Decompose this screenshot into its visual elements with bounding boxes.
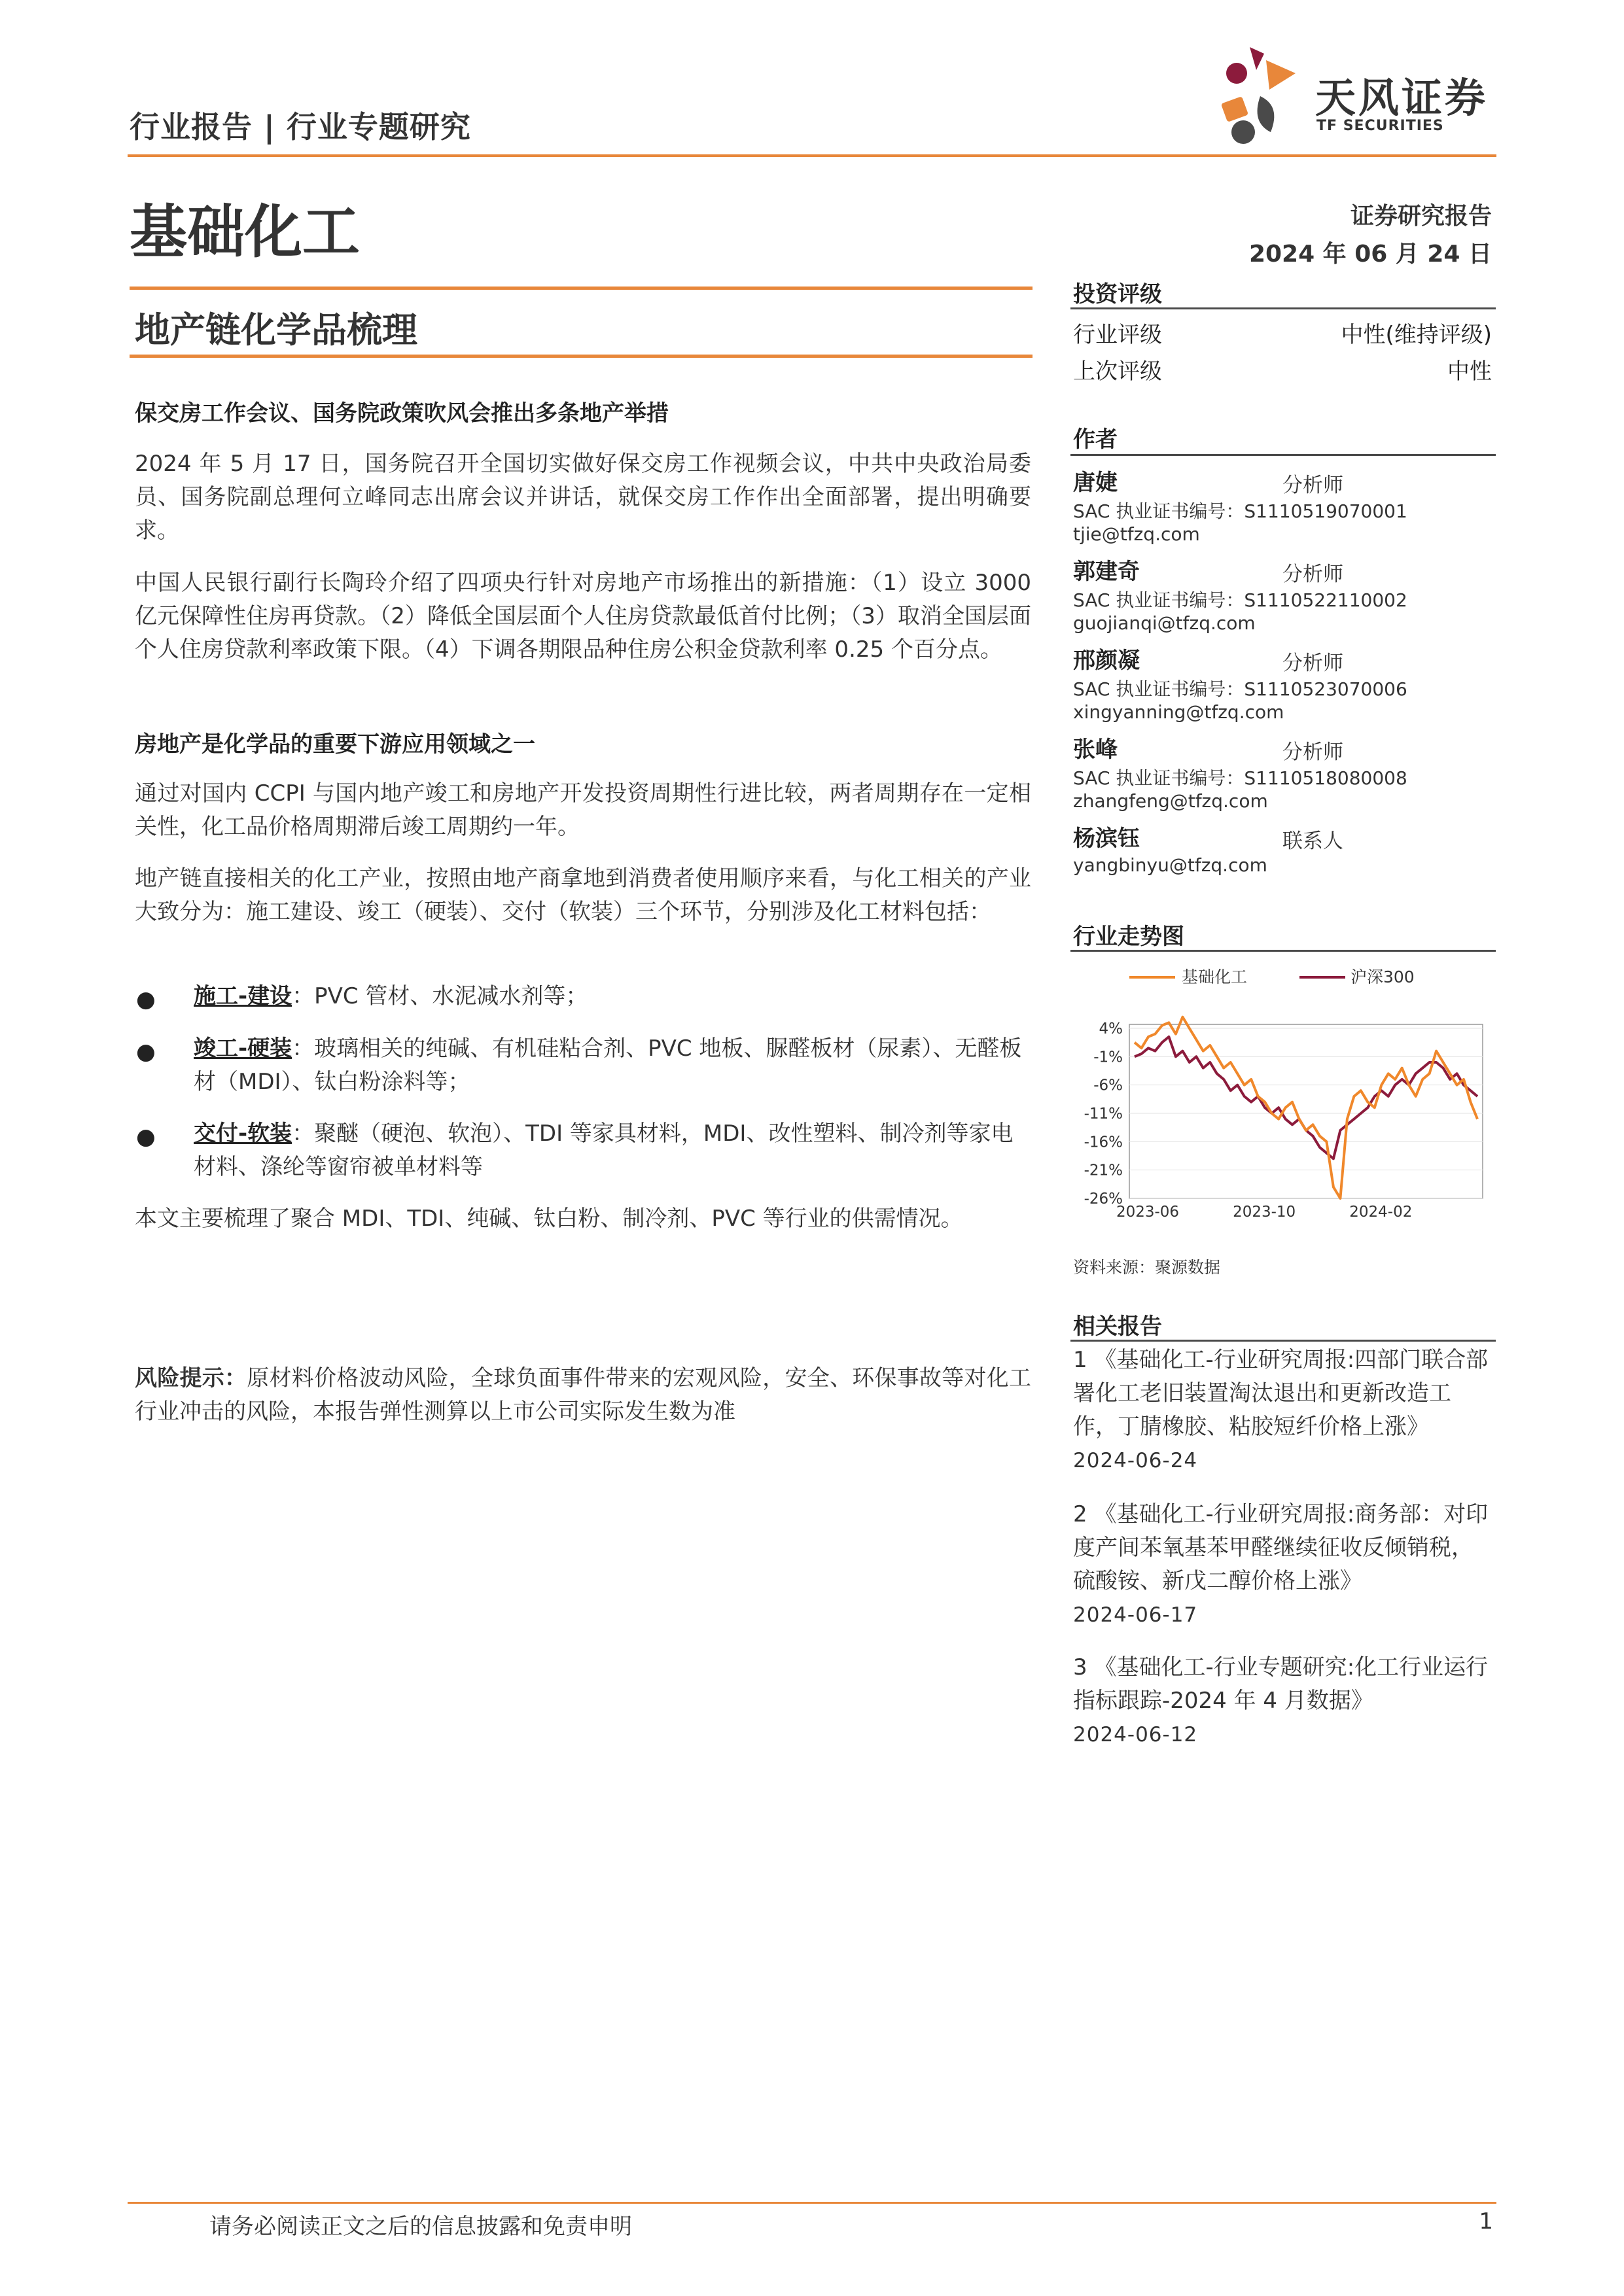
bullet-construction bbox=[194, 980, 1031, 1013]
y-tick-label: -1% bbox=[1093, 1049, 1123, 1066]
y-tick-label: -21% bbox=[1084, 1162, 1123, 1179]
related-report-2[interactable] bbox=[1073, 1498, 1492, 1632]
series-line-chem bbox=[1135, 1017, 1477, 1198]
industry-trend-chart bbox=[1070, 955, 1496, 1230]
y-tick-label: -26% bbox=[1084, 1191, 1123, 1208]
related-report-date: 2024-06-24 bbox=[1073, 1449, 1198, 1472]
rating-row-industry bbox=[1073, 317, 1492, 349]
bullet-dot-icon: ● bbox=[136, 1039, 156, 1065]
chart-source: 资料来源：聚源数据 bbox=[1073, 1258, 1221, 1277]
page-number: 1 bbox=[1479, 2208, 1493, 2235]
risk-text: 原材料价格波动风险，全球负面事件带来的宏观风险，安全、环保事故等对化工行业冲击的风险，本报告弹性测算以上市公司实际发生数为准 bbox=[135, 1365, 1032, 1425]
author-name: 唐婕 bbox=[1073, 470, 1118, 496]
author-email[interactable]: yangbinyu@tfzq.com bbox=[1073, 854, 1267, 876]
author-role: 分析师 bbox=[1282, 652, 1343, 675]
author-role: 联系人 bbox=[1282, 829, 1343, 853]
author-name: 邢颜凝 bbox=[1073, 648, 1140, 674]
y-tick-label: -11% bbox=[1084, 1105, 1123, 1122]
title-top-rule bbox=[130, 287, 1033, 290]
author-cert: SAC 执业证书编号：S1110522110002 bbox=[1073, 589, 1407, 611]
bullet-hardcover bbox=[194, 1032, 1031, 1099]
bullet-text: ：玻璃相关的纯碱、有机硅粘合剂、PVC 地板、脲醛板材（尿素）、无醛板材（MDI）、钛白粉涂料等； bbox=[194, 1035, 1022, 1095]
footer-divider bbox=[128, 2202, 1496, 2204]
x-tick-label: 2024-02 bbox=[1349, 1204, 1413, 1221]
bullet-dot-icon: ● bbox=[136, 1124, 156, 1150]
y-tick-label: -16% bbox=[1084, 1134, 1123, 1151]
author-email[interactable]: guojianqi@tfzq.com bbox=[1073, 612, 1256, 634]
legend-label-hs300: 沪深300 bbox=[1350, 967, 1415, 986]
risk-label: 风险提示： bbox=[135, 1365, 247, 1391]
related-report-date: 2024-06-17 bbox=[1073, 1603, 1198, 1627]
related-report-title: 1 《基础化工-行业研究周报:四部门联合部署化工老旧装置淘汰退出和更新改造工作，丁腈橡胶、粘胶短纤价格上涨》 bbox=[1073, 1347, 1489, 1440]
title-bottom-rule bbox=[130, 355, 1033, 358]
industry-name: 基础化工 bbox=[130, 198, 361, 266]
x-tick-label: 2023-06 bbox=[1116, 1204, 1180, 1221]
paragraph-meeting: 2024 年 5 月 17 日，国务院召开全国切实做好保交房工作视频会议，中共中央政治局委员、国务院副总理何立峰同志出席会议并讲话，就保交房工作作出全面部署，提出明确要求。 bbox=[135, 451, 1031, 544]
author-role: 分析师 bbox=[1282, 740, 1343, 764]
rating-row-previous bbox=[1073, 353, 1492, 385]
y-tick-label: 4% bbox=[1099, 1020, 1123, 1037]
bullet-label: 竣工-硬装 bbox=[194, 1035, 292, 1062]
related-report-date: 2024-06-12 bbox=[1073, 1723, 1198, 1747]
section-heading-policy: 保交房工作会议、国务院政策吹风会推出多条地产举措 bbox=[135, 400, 669, 426]
author-cert: SAC 执业证书编号：S1110519070001 bbox=[1073, 500, 1407, 522]
author-name: 郭建奇 bbox=[1073, 559, 1140, 585]
report-title: 地产链化学品梳理 bbox=[135, 309, 417, 351]
rating-value: 中性(维持评级) bbox=[1341, 322, 1492, 348]
bullet-label: 施工-建设 bbox=[194, 983, 292, 1009]
rating-label: 上次评级 bbox=[1073, 358, 1162, 385]
y-tick-label: -6% bbox=[1093, 1077, 1123, 1094]
author-name: 杨滨钰 bbox=[1073, 826, 1140, 852]
logo-text-en: TF SECURITIES bbox=[1316, 118, 1444, 134]
author-email[interactable]: tjie@tfzq.com bbox=[1073, 523, 1200, 545]
author-cert: SAC 执业证书编号：S1110523070006 bbox=[1073, 678, 1407, 700]
rating-rule bbox=[1070, 307, 1496, 309]
reports-rule bbox=[1070, 1340, 1496, 1342]
risk-warning bbox=[135, 1362, 1031, 1429]
bullet-text: ：聚醚（硬泡、软泡）、TDI 等家具材料，MDI、改性塑料、制冷剂等家电材料、涤纶等窗帘被单材料等 bbox=[194, 1121, 1014, 1180]
related-report-1[interactable] bbox=[1073, 1344, 1492, 1478]
author-cert: SAC 执业证书编号：S1110518080008 bbox=[1073, 767, 1407, 789]
bullet-dot-icon: ● bbox=[136, 986, 156, 1013]
related-reports-header: 相关报告 bbox=[1073, 1313, 1162, 1340]
related-report-title: 2 《基础化工-行业研究周报:商务部：对印度产间苯氧基苯甲醛继续征收反倾销税，硫酸铵、新戊二醇价格上涨》 bbox=[1073, 1501, 1489, 1594]
logo-text-cn: 天风证券 bbox=[1315, 74, 1489, 122]
chart-header: 行业走势图 bbox=[1073, 924, 1184, 950]
x-tick-label: 2023-10 bbox=[1233, 1204, 1296, 1221]
legend-label-chem: 基础化工 bbox=[1182, 967, 1248, 986]
report-date: 2024 年 06 月 24 日 bbox=[1248, 241, 1492, 268]
paragraph-scope: 本文主要梳理了聚合 MDI、TDI、纯碱、钛白粉、制冷剂、PVC 等行业的供需情况。 bbox=[135, 1206, 963, 1232]
paragraph-industry-chain: 地产链直接相关的化工产业，按照由地产商拿地到消费者使用顺序来看，与化工相关的产业大致分为：施工建设、竣工（硬装）、交付（软装）三个环节，分别涉及化工材料包括： bbox=[135, 865, 1031, 925]
logo-petals-icon bbox=[1221, 47, 1296, 144]
chart-rule bbox=[1070, 950, 1496, 952]
section-heading-downstream: 房地产是化学品的重要下游应用领域之一 bbox=[135, 731, 535, 757]
footer-disclaimer: 请务必阅读正文之后的信息披露和免责申明 bbox=[209, 2214, 632, 2240]
series-line-hs300 bbox=[1135, 1037, 1477, 1158]
bullet-text: ：PVC 管材、水泥减水剂等； bbox=[292, 983, 588, 1009]
bullet-softcover bbox=[194, 1117, 1031, 1184]
author-email[interactable]: xingyanning@tfzq.com bbox=[1073, 701, 1284, 723]
paragraph-ccpi-cycle: 通过对国内 CCPI 与国内地产竣工和房地产开发投资周期性行进比较，两者周期存在一定相关性，化工品价格周期滞后竣工周期约一年。 bbox=[135, 780, 1031, 840]
paragraph-pboc-measures: 中国人民银行副行长陶玲介绍了四项央行针对房地产市场推出的新措施：（1）设立 3000 亿元保障性住房再贷款。（2）降低全国层面个人住房贷款最低首付比例；（3）取消全国层面个人住房贷款利率政策下限。（4）下调各期限品种住房公积金贷款利率 0.25 个百分点。 bbox=[135, 570, 1031, 663]
author-name: 张峰 bbox=[1073, 737, 1118, 763]
author-role: 分析师 bbox=[1282, 474, 1343, 497]
authors-rule bbox=[1070, 454, 1496, 456]
rating-value: 中性 bbox=[1447, 358, 1492, 385]
authors-header: 作者 bbox=[1073, 426, 1118, 453]
rating-header: 投资评级 bbox=[1073, 281, 1162, 307]
bullet-label: 交付-软装 bbox=[194, 1121, 292, 1147]
document-type: 证券研究报告 bbox=[1350, 203, 1492, 230]
rating-label: 行业评级 bbox=[1073, 322, 1162, 348]
header-divider bbox=[128, 154, 1496, 157]
report-category: 行业报告 | 行业专题研究 bbox=[130, 109, 471, 145]
related-report-3[interactable] bbox=[1073, 1651, 1492, 1752]
author-email[interactable]: zhangfeng@tfzq.com bbox=[1073, 790, 1268, 812]
author-role: 分析师 bbox=[1282, 563, 1343, 586]
related-report-title: 3 《基础化工-行业专题研究:化工行业运行指标跟踪-2024 年 4 月数据》 bbox=[1073, 1654, 1489, 1714]
